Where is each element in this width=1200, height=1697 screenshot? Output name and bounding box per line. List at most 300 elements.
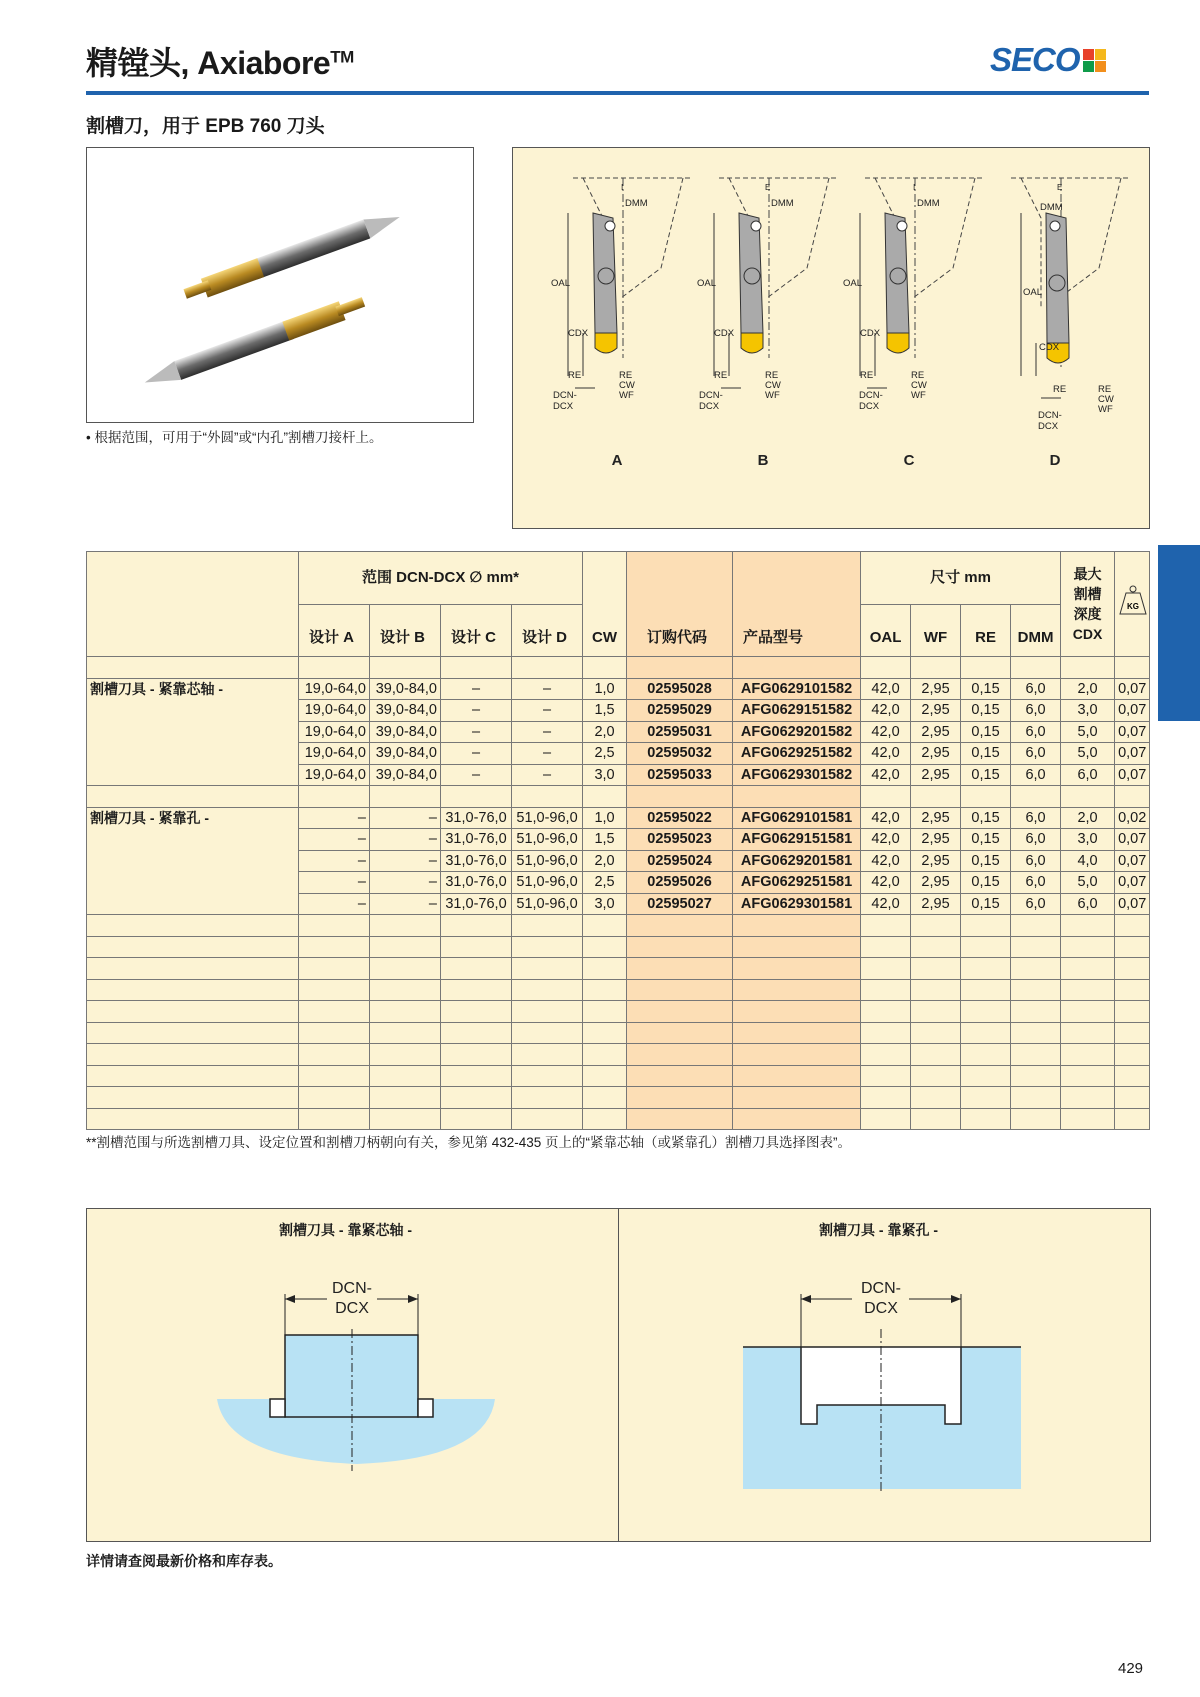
table-cell: 5,0	[1061, 721, 1115, 743]
empty-cell	[583, 1087, 627, 1109]
table-cell: –	[370, 893, 441, 915]
table-cell: 0,15	[961, 678, 1011, 700]
table-cell: 0,15	[961, 829, 1011, 851]
empty-cell	[911, 958, 961, 980]
table-cell: 1,5	[583, 700, 627, 722]
empty-cell	[961, 979, 1011, 1001]
empty-cell	[911, 1001, 961, 1023]
table-cell: 42,0	[861, 721, 911, 743]
empty-cell	[861, 657, 911, 679]
empty-cell	[1061, 786, 1115, 808]
table-cell: AFG0629251582	[733, 743, 861, 765]
table-cell: 5,0	[1061, 872, 1115, 894]
empty-cell	[911, 1087, 961, 1109]
table-cell: 39,0-84,0	[370, 700, 441, 722]
illustration-divider	[618, 1208, 619, 1541]
empty-cell	[441, 958, 512, 980]
dcn-label-c: DCN-	[859, 390, 883, 401]
empty-cell	[299, 1001, 370, 1023]
table-cell: –	[512, 678, 583, 700]
empty-cell	[1061, 936, 1115, 958]
dims-header: 尺寸 mm	[861, 552, 1061, 605]
int-label-a: I	[621, 183, 624, 192]
seco-logo	[990, 41, 1106, 78]
empty-cell	[299, 657, 370, 679]
empty-cell	[441, 1065, 512, 1087]
table-cell: 02595029	[627, 700, 733, 722]
table-cell: AFG0629151582	[733, 700, 861, 722]
empty-cell	[1011, 979, 1061, 1001]
empty-cell	[733, 915, 861, 937]
empty-cell	[1011, 958, 1061, 980]
table-cell: 31,0-76,0	[441, 872, 512, 894]
col-product-code: 产品型号	[733, 552, 861, 657]
table-cell: 39,0-84,0	[370, 764, 441, 786]
table-cell: –	[512, 700, 583, 722]
table-cell: AFG0629201581	[733, 850, 861, 872]
table-cell: 39,0-84,0	[370, 721, 441, 743]
empty-cell	[1011, 1065, 1061, 1087]
empty-cell	[861, 1065, 911, 1087]
logo-text: SECO	[990, 41, 1080, 78]
table-cell: 42,0	[861, 743, 911, 765]
empty-cell	[583, 1065, 627, 1087]
empty-cell	[512, 958, 583, 980]
table-cell: 02595023	[627, 829, 733, 851]
empty-cell	[512, 1001, 583, 1023]
empty-cell	[961, 1022, 1011, 1044]
table-cell: 02595026	[627, 872, 733, 894]
empty-cell	[1011, 1087, 1061, 1109]
empty-cell	[370, 915, 441, 937]
table-cell: AFG0629151581	[733, 829, 861, 851]
empty-cell	[1061, 657, 1115, 679]
table-cell: AFG0629201582	[733, 721, 861, 743]
wf-label-c: WF	[911, 390, 926, 401]
table-cell: 0,07	[1115, 829, 1150, 851]
empty-cell	[441, 936, 512, 958]
empty-cell	[87, 1001, 299, 1023]
table-cell: –	[512, 721, 583, 743]
grooving-insert-image	[87, 148, 473, 422]
table-cell: 02595032	[627, 743, 733, 765]
empty-cell	[1011, 657, 1061, 679]
empty-cell	[441, 1001, 512, 1023]
table-cell: –	[512, 743, 583, 765]
int-label-c: I	[913, 183, 916, 192]
empty-cell	[1115, 1022, 1150, 1044]
table-cell: 4,0	[1061, 850, 1115, 872]
left-illustration-label: 割槽刀具 - 靠紧芯轴 -	[279, 1222, 412, 1238]
cdx-label-b: CDX	[714, 328, 735, 339]
table-cell: –	[370, 807, 441, 829]
empty-cell	[370, 1108, 441, 1130]
table-cell: 0,02	[1115, 807, 1150, 829]
table-cell: 51,0-96,0	[512, 893, 583, 915]
col-design-b: 设计 B	[370, 605, 441, 657]
empty-cell	[299, 958, 370, 980]
range-footnote: **割槽范围与所选割槽刀具、设定位置和割槽刀柄朝向有关，参见第 432-435 页上的“紧靠芯轴（或紧靠孔）割槽刀具选择图表”。	[86, 1135, 852, 1150]
table-cell: 0,15	[961, 850, 1011, 872]
empty-cell	[911, 1044, 961, 1066]
empty-cell	[1011, 936, 1061, 958]
empty-cell	[87, 936, 299, 958]
table-cell: 42,0	[861, 807, 911, 829]
empty-cell	[861, 936, 911, 958]
empty-cell	[1061, 1044, 1115, 1066]
dmm-label-d: DMM	[1040, 202, 1063, 213]
table-cell: 0,15	[961, 893, 1011, 915]
re2-label-c: RE	[911, 370, 925, 381]
table-cell: –	[370, 872, 441, 894]
empty-cell	[1061, 958, 1115, 980]
table-cell: 6,0	[1011, 893, 1061, 915]
table-cell: 6,0	[1011, 807, 1061, 829]
empty-cell	[1011, 915, 1061, 937]
empty-cell	[961, 1087, 1011, 1109]
dcn-label-b: DCN-	[699, 390, 723, 401]
left-dcx-label: DCX	[335, 1300, 369, 1317]
empty-cell	[512, 1065, 583, 1087]
empty-cell	[299, 1065, 370, 1087]
empty-cell	[733, 1044, 861, 1066]
oal-label-c: OAL	[843, 278, 863, 289]
table-cell: 0,07	[1115, 764, 1150, 786]
empty-cell	[911, 1108, 961, 1130]
table-cell: 6,0	[1011, 850, 1061, 872]
empty-cell	[1011, 1108, 1061, 1130]
empty-cell	[861, 1108, 911, 1130]
empty-cell	[512, 979, 583, 1001]
shaft-grooving-drawing	[217, 1294, 495, 1471]
table-cell: –	[299, 872, 370, 894]
empty-cell	[961, 1001, 1011, 1023]
empty-cell	[1061, 979, 1115, 1001]
table-cell: 42,0	[861, 700, 911, 722]
empty-cell	[861, 979, 911, 1001]
page-number: 429	[1118, 1660, 1144, 1677]
empty-cell	[87, 1065, 299, 1087]
empty-cell	[1115, 958, 1150, 980]
table-cell: 42,0	[861, 678, 911, 700]
table-cell: –	[441, 700, 512, 722]
table-cell: 3,0	[1061, 700, 1115, 722]
empty-cell	[1115, 915, 1150, 937]
empty-cell	[583, 657, 627, 679]
empty-cell	[87, 657, 299, 679]
empty-cell	[627, 1065, 733, 1087]
empty-cell	[512, 1044, 583, 1066]
table-cell: 0,15	[961, 721, 1011, 743]
empty-cell	[627, 1044, 733, 1066]
table-cell: 6,0	[1011, 700, 1061, 722]
dmm-label-c: DMM	[917, 198, 940, 209]
table-cell: 0,07	[1115, 850, 1150, 872]
empty-cell	[911, 936, 961, 958]
table-cell: 2,95	[911, 678, 961, 700]
empty-cell	[1011, 1044, 1061, 1066]
table-cell: 51,0-96,0	[512, 807, 583, 829]
empty-cell	[911, 979, 961, 1001]
empty-cell	[441, 657, 512, 679]
empty-cell	[370, 1065, 441, 1087]
table-cell: –	[512, 764, 583, 786]
empty-cell	[583, 1022, 627, 1044]
empty-cell	[627, 657, 733, 679]
table-cell: 19,0-64,0	[299, 764, 370, 786]
empty-cell	[583, 1044, 627, 1066]
empty-cell	[87, 1044, 299, 1066]
empty-cell	[627, 915, 733, 937]
empty-cell	[627, 936, 733, 958]
table-cell: –	[299, 893, 370, 915]
table-cell: 2,95	[911, 807, 961, 829]
empty-cell	[370, 657, 441, 679]
empty-cell	[87, 958, 299, 980]
table-cell: AFG0629301581	[733, 893, 861, 915]
empty-cell	[370, 1001, 441, 1023]
cw-label-c: CW	[911, 380, 927, 391]
empty-cell	[441, 1087, 512, 1109]
dmm-label-b: DMM	[771, 198, 794, 209]
table-cell: 2,95	[911, 829, 961, 851]
range-header: 范围 DCN-DCX ∅ mm*	[299, 552, 583, 605]
empty-cell	[733, 1065, 861, 1087]
table-cell: 6,0	[1011, 743, 1061, 765]
table-cell: –	[441, 721, 512, 743]
table-cell: 0,07	[1115, 743, 1150, 765]
col-wf: WF	[911, 605, 961, 657]
dcx-label-c: DCX	[859, 401, 880, 412]
cw-label-b: CW	[765, 380, 781, 391]
empty-cell	[512, 936, 583, 958]
table-cell: 0,07	[1115, 872, 1150, 894]
empty-cell	[961, 786, 1011, 808]
empty-cell	[733, 1087, 861, 1109]
empty-cell	[441, 979, 512, 1001]
group-label: 割槽刀具 - 紧靠芯轴 -	[87, 678, 299, 786]
empty-cell	[441, 915, 512, 937]
empty-cell	[1115, 1087, 1150, 1109]
empty-cell	[627, 979, 733, 1001]
re2-label-b: RE	[765, 370, 779, 381]
empty-cell	[583, 979, 627, 1001]
table-cell: –	[441, 678, 512, 700]
table-cell: 51,0-96,0	[512, 829, 583, 851]
trademark: TM	[330, 47, 354, 67]
empty-cell	[583, 936, 627, 958]
table-cell: 2,0	[583, 721, 627, 743]
wf-label-d: WF	[1098, 404, 1113, 415]
product-photo	[86, 147, 474, 423]
table-cell: 6,0	[1011, 872, 1061, 894]
empty-cell	[441, 1108, 512, 1130]
table-cell: 19,0-64,0	[299, 743, 370, 765]
empty-cell	[1061, 1022, 1115, 1044]
empty-cell	[961, 657, 1011, 679]
col-order-code: 订购代码	[627, 552, 733, 657]
design-c-label: C	[903, 452, 915, 469]
page-title: 精镗头, Axiabore™	[86, 45, 354, 81]
table-cell: 31,0-76,0	[441, 850, 512, 872]
empty-cell	[512, 657, 583, 679]
table-cell: 42,0	[861, 764, 911, 786]
empty-cell	[627, 1108, 733, 1130]
header-rule	[86, 91, 1149, 95]
table-cell: 6,0	[1061, 893, 1115, 915]
empty-cell	[961, 1065, 1011, 1087]
empty-cell	[627, 786, 733, 808]
table-cell: 31,0-76,0	[441, 807, 512, 829]
right-dcx-label: DCX	[864, 1300, 898, 1317]
empty-cell	[87, 915, 299, 937]
empty-cell	[961, 915, 1011, 937]
cdx-label-d: CDX	[1039, 342, 1060, 353]
design-d-label: D	[1049, 452, 1061, 469]
table-cell: 19,0-64,0	[299, 721, 370, 743]
wf-label-a: WF	[619, 390, 634, 401]
col-design-a: 设计 A	[299, 605, 370, 657]
max-depth-header: 最大 割槽 深度 CDX	[1061, 552, 1115, 657]
table-cell: –	[441, 743, 512, 765]
header-blank	[87, 552, 299, 657]
table-cell: 0,07	[1115, 893, 1150, 915]
design-b-drawing	[714, 178, 839, 388]
empty-cell	[733, 958, 861, 980]
dmm-label-a: DMM	[625, 198, 648, 209]
cdx-label-a: CDX	[568, 328, 589, 339]
dcn-label-a: DCN-	[553, 390, 577, 401]
empty-cell	[299, 1108, 370, 1130]
empty-cell	[961, 1108, 1011, 1130]
ext-label-d: E	[1057, 183, 1063, 192]
table-cell: 02595028	[627, 678, 733, 700]
weight-kg-icon	[1118, 584, 1148, 618]
table-cell: 42,0	[861, 872, 911, 894]
empty-cell	[733, 1022, 861, 1044]
empty-cell	[299, 1087, 370, 1109]
table-cell: 6,0	[1061, 764, 1115, 786]
table-cell: AFG0629101581	[733, 807, 861, 829]
table-cell: 2,0	[1061, 678, 1115, 700]
table-cell: 02595027	[627, 893, 733, 915]
empty-cell	[733, 786, 861, 808]
empty-cell	[861, 915, 911, 937]
empty-cell	[87, 1108, 299, 1130]
table-cell: 42,0	[861, 850, 911, 872]
empty-cell	[370, 1044, 441, 1066]
empty-cell	[583, 958, 627, 980]
empty-cell	[583, 1001, 627, 1023]
empty-cell	[1115, 657, 1150, 679]
empty-cell	[733, 936, 861, 958]
empty-cell	[299, 1022, 370, 1044]
empty-cell	[583, 1108, 627, 1130]
table-cell: 0,07	[1115, 678, 1150, 700]
empty-cell	[370, 1022, 441, 1044]
empty-cell	[299, 786, 370, 808]
table-cell: 0,07	[1115, 700, 1150, 722]
design-diagrams	[512, 147, 1150, 529]
table-cell: 0,15	[961, 764, 1011, 786]
dcn-label-d: DCN-	[1038, 410, 1062, 421]
table-cell: –	[370, 850, 441, 872]
empty-cell	[1115, 1065, 1150, 1087]
weight-header	[1115, 552, 1150, 657]
empty-cell	[861, 1087, 911, 1109]
left-dcn-label: DCN-	[332, 1280, 372, 1297]
table-cell: 6,0	[1011, 721, 1061, 743]
price-stock-note: 详情请查阅最新价格和库存表。	[86, 1553, 282, 1569]
empty-cell	[370, 1087, 441, 1109]
empty-cell	[87, 979, 299, 1001]
empty-cell	[299, 936, 370, 958]
empty-cell	[441, 1044, 512, 1066]
table-cell: 19,0-64,0	[299, 700, 370, 722]
design-c-drawing	[860, 178, 985, 388]
table-cell: 2,5	[583, 743, 627, 765]
empty-cell	[861, 1022, 911, 1044]
empty-cell	[627, 1001, 733, 1023]
empty-cell	[733, 1001, 861, 1023]
table-cell: 1,5	[583, 829, 627, 851]
cw-label-a: CW	[619, 380, 635, 391]
dcx-label-b: DCX	[699, 401, 720, 412]
empty-cell	[1011, 786, 1061, 808]
empty-cell	[1115, 1108, 1150, 1130]
dcx-label-d: DCX	[1038, 421, 1059, 432]
cw-label-d: CW	[1098, 394, 1114, 405]
usage-note: • 根据范围，可用于“外圆”或“内孔”割槽刀接杆上。	[86, 430, 383, 445]
empty-cell	[911, 1065, 961, 1087]
oal-label-a: OAL	[551, 278, 571, 289]
col-re: RE	[961, 605, 1011, 657]
col-oal: OAL	[861, 605, 911, 657]
re2-label-a: RE	[619, 370, 633, 381]
table-cell: 0,15	[961, 807, 1011, 829]
empty-cell	[911, 657, 961, 679]
table-cell: 0,15	[961, 743, 1011, 765]
section-subtitle: 割槽刀，用于 EPB 760 刀头	[86, 116, 325, 137]
table-cell: 42,0	[861, 893, 911, 915]
empty-cell	[733, 979, 861, 1001]
table-cell: 3,0	[583, 764, 627, 786]
empty-cell	[961, 1044, 1011, 1066]
re2-label-d: RE	[1098, 384, 1112, 395]
table-cell: 0,07	[1115, 721, 1150, 743]
empty-cell	[512, 915, 583, 937]
wf-label-b: WF	[765, 390, 780, 401]
group-label: 割槽刀具 - 紧靠孔 -	[87, 807, 299, 915]
empty-cell	[1011, 1001, 1061, 1023]
table-cell: –	[299, 829, 370, 851]
table-cell: 2,0	[1061, 807, 1115, 829]
empty-cell	[1115, 979, 1150, 1001]
table-cell: 6,0	[1011, 764, 1061, 786]
table-cell: 02595033	[627, 764, 733, 786]
empty-cell	[627, 1087, 733, 1109]
table-cell: 02595031	[627, 721, 733, 743]
table-cell: 02595022	[627, 807, 733, 829]
table-cell: 39,0-84,0	[370, 743, 441, 765]
table-cell: –	[441, 764, 512, 786]
empty-cell	[370, 979, 441, 1001]
empty-cell	[1061, 1001, 1115, 1023]
spec-table	[86, 551, 1150, 1130]
table-cell: AFG0629301582	[733, 764, 861, 786]
table-cell: 0,15	[961, 872, 1011, 894]
table-cell: 6,0	[1011, 829, 1061, 851]
